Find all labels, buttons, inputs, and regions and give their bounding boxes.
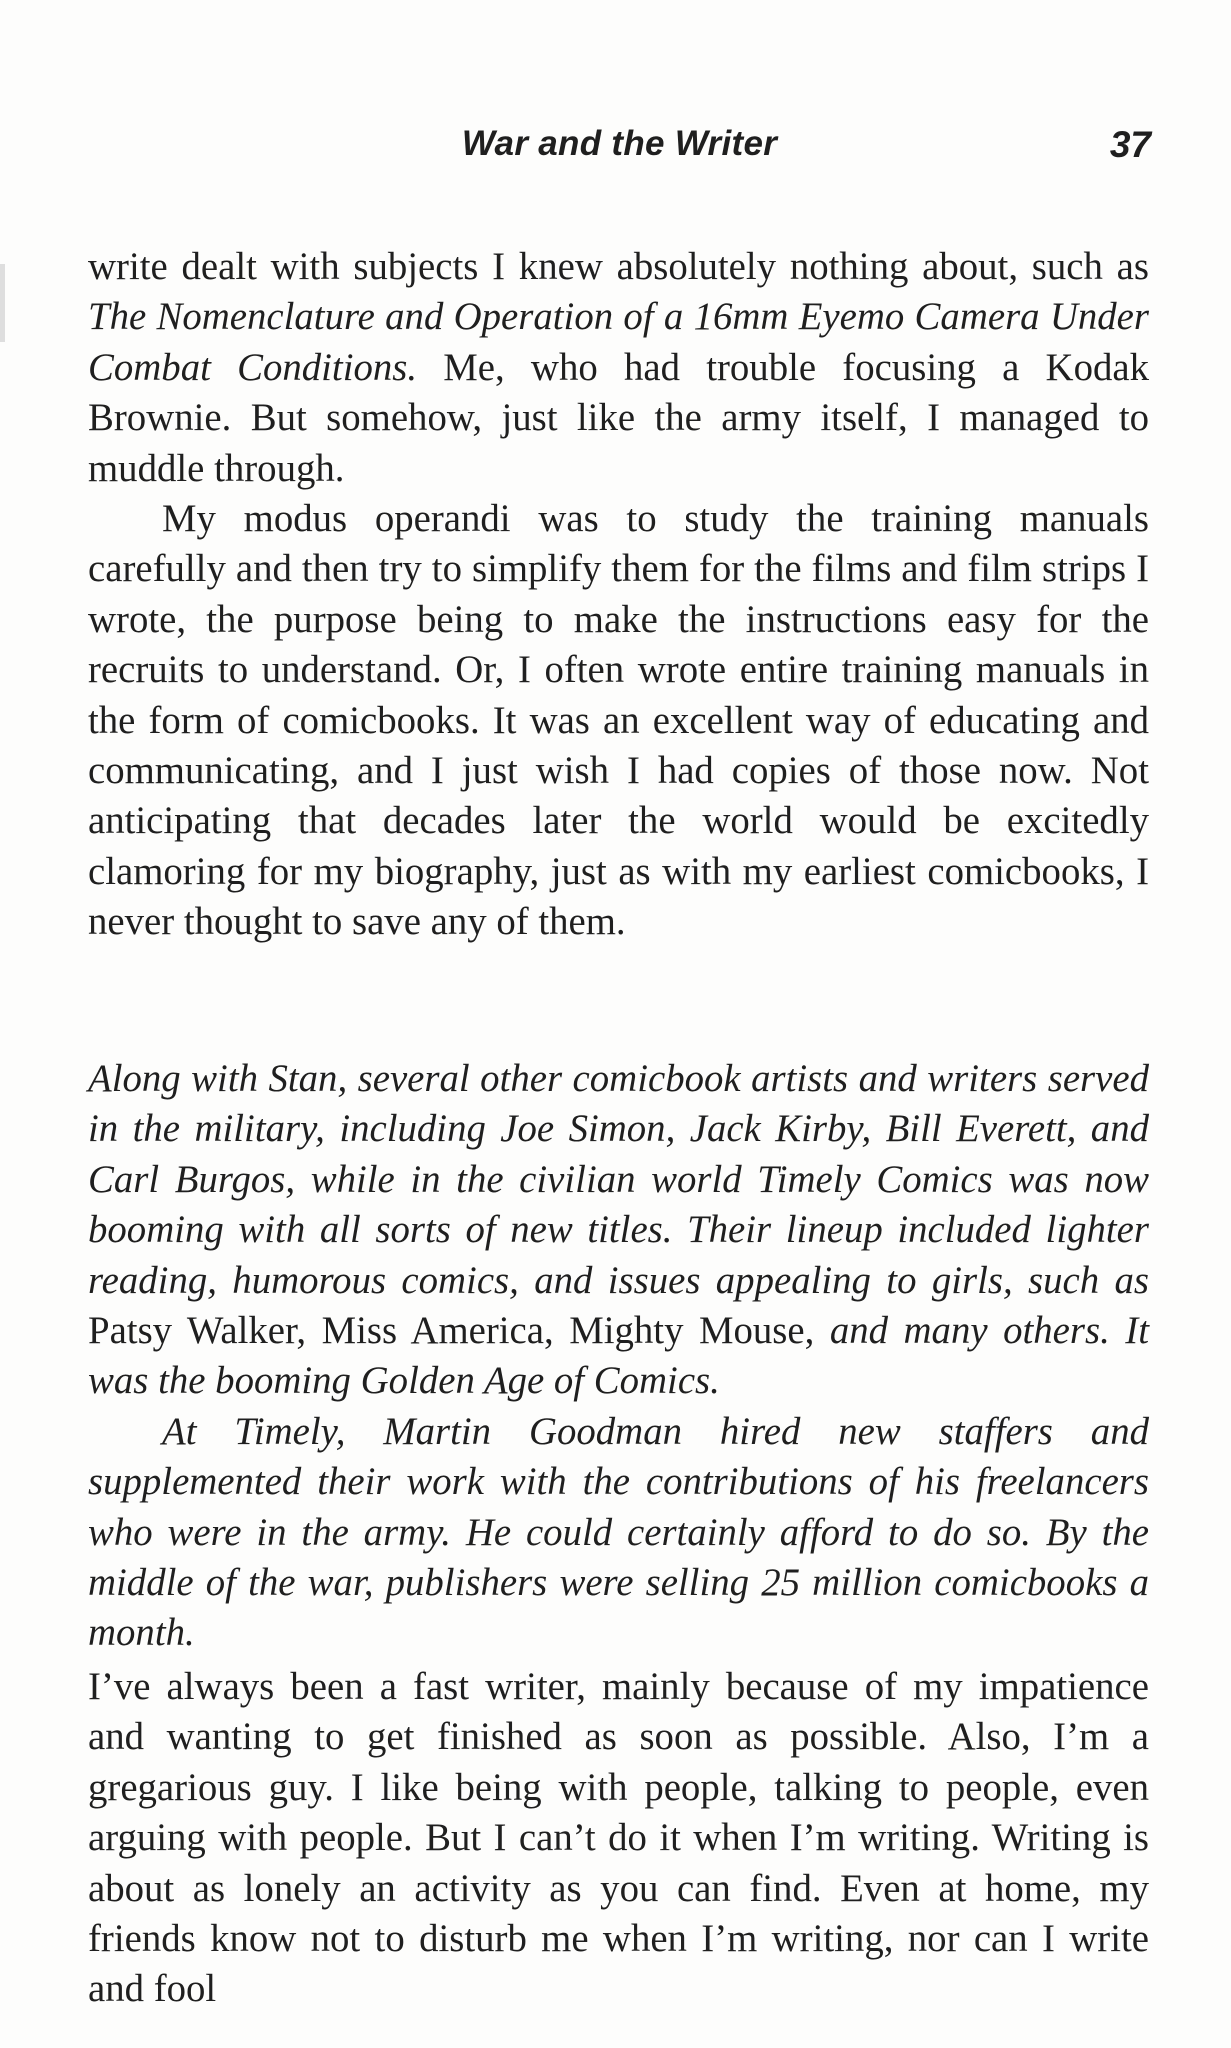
text-block-narrative	[88, 1054, 1149, 1659]
paragraph: My modus operandi was to study the training manuals carefully and then try to simplify them for the films and film strips I wrote, the purpose being to make the instructions easy for the recruits to understand. Or, I often wrote entire training manuals in the form of comicbooks. It was an excellent way of educating and communicating, and I just wish I had copies of those now. Not anticipating that decades later the world would be excitedly clamoring for my biography, just as with my earliest comicbooks, I never thought to save any of them.	[88, 497, 1149, 944]
manual-title: The Nomenclature and Operation of a 16mm Eyemo Camera Under Combat Conditions.	[88, 295, 1149, 389]
text-block-memoir-2	[88, 1662, 1149, 2015]
running-head	[88, 124, 1151, 176]
paragraph: At Timely, Martin Goodman hired new staffers and supplemented their work with the contributions of his freelancers who were in the army. He could certainly afford to do so. By the middle of the war, publishers were selling 25 million comicbooks a month.	[88, 1409, 1149, 1655]
text-run: and many others. It was the booming Golden Age of Comics.	[88, 1309, 1149, 1403]
paragraph: I’ve always been a fast writer, mainly because of my impatience and wanting to get finished as soon as possible. Also, I’m a gregarious guy. I like being with people, talking to people, even arguing with people. But I can’t do it when I’m writing. Writing is about as lonely an activity as you can find. Even at home, my friends know not to disturb me when I’m writing, nor can I write and fool	[88, 1665, 1149, 2011]
text-block-memoir-1	[88, 242, 1149, 948]
paragraph	[88, 242, 1149, 494]
scan-margin-mark	[0, 264, 5, 342]
text-run: Along with Stan, several other comicbook artists and writers served in the military, including Joe Simon, Jack Kirby, Bill Everett, and Carl Burgos, while in the civilian world Timely Comics was now booming with all sorts of new titles. Their lineup included lighter reading, humorous comics, and issues appealing to girls, such as	[88, 1057, 1149, 1302]
comic-titles: Patsy Walker, Miss America, Mighty Mouse,	[88, 1309, 815, 1353]
paragraph	[88, 1054, 1149, 1407]
running-title: War and the Writer	[461, 124, 778, 163]
text-run: Me, who had trouble focusing a Kodak Brownie. But somehow, just like the army itself, I managed to muddle through.	[88, 345, 1149, 490]
page-number: 37	[1109, 124, 1151, 165]
text-run: write dealt with subjects I knew absolutely nothing about, such as	[88, 245, 1149, 288]
